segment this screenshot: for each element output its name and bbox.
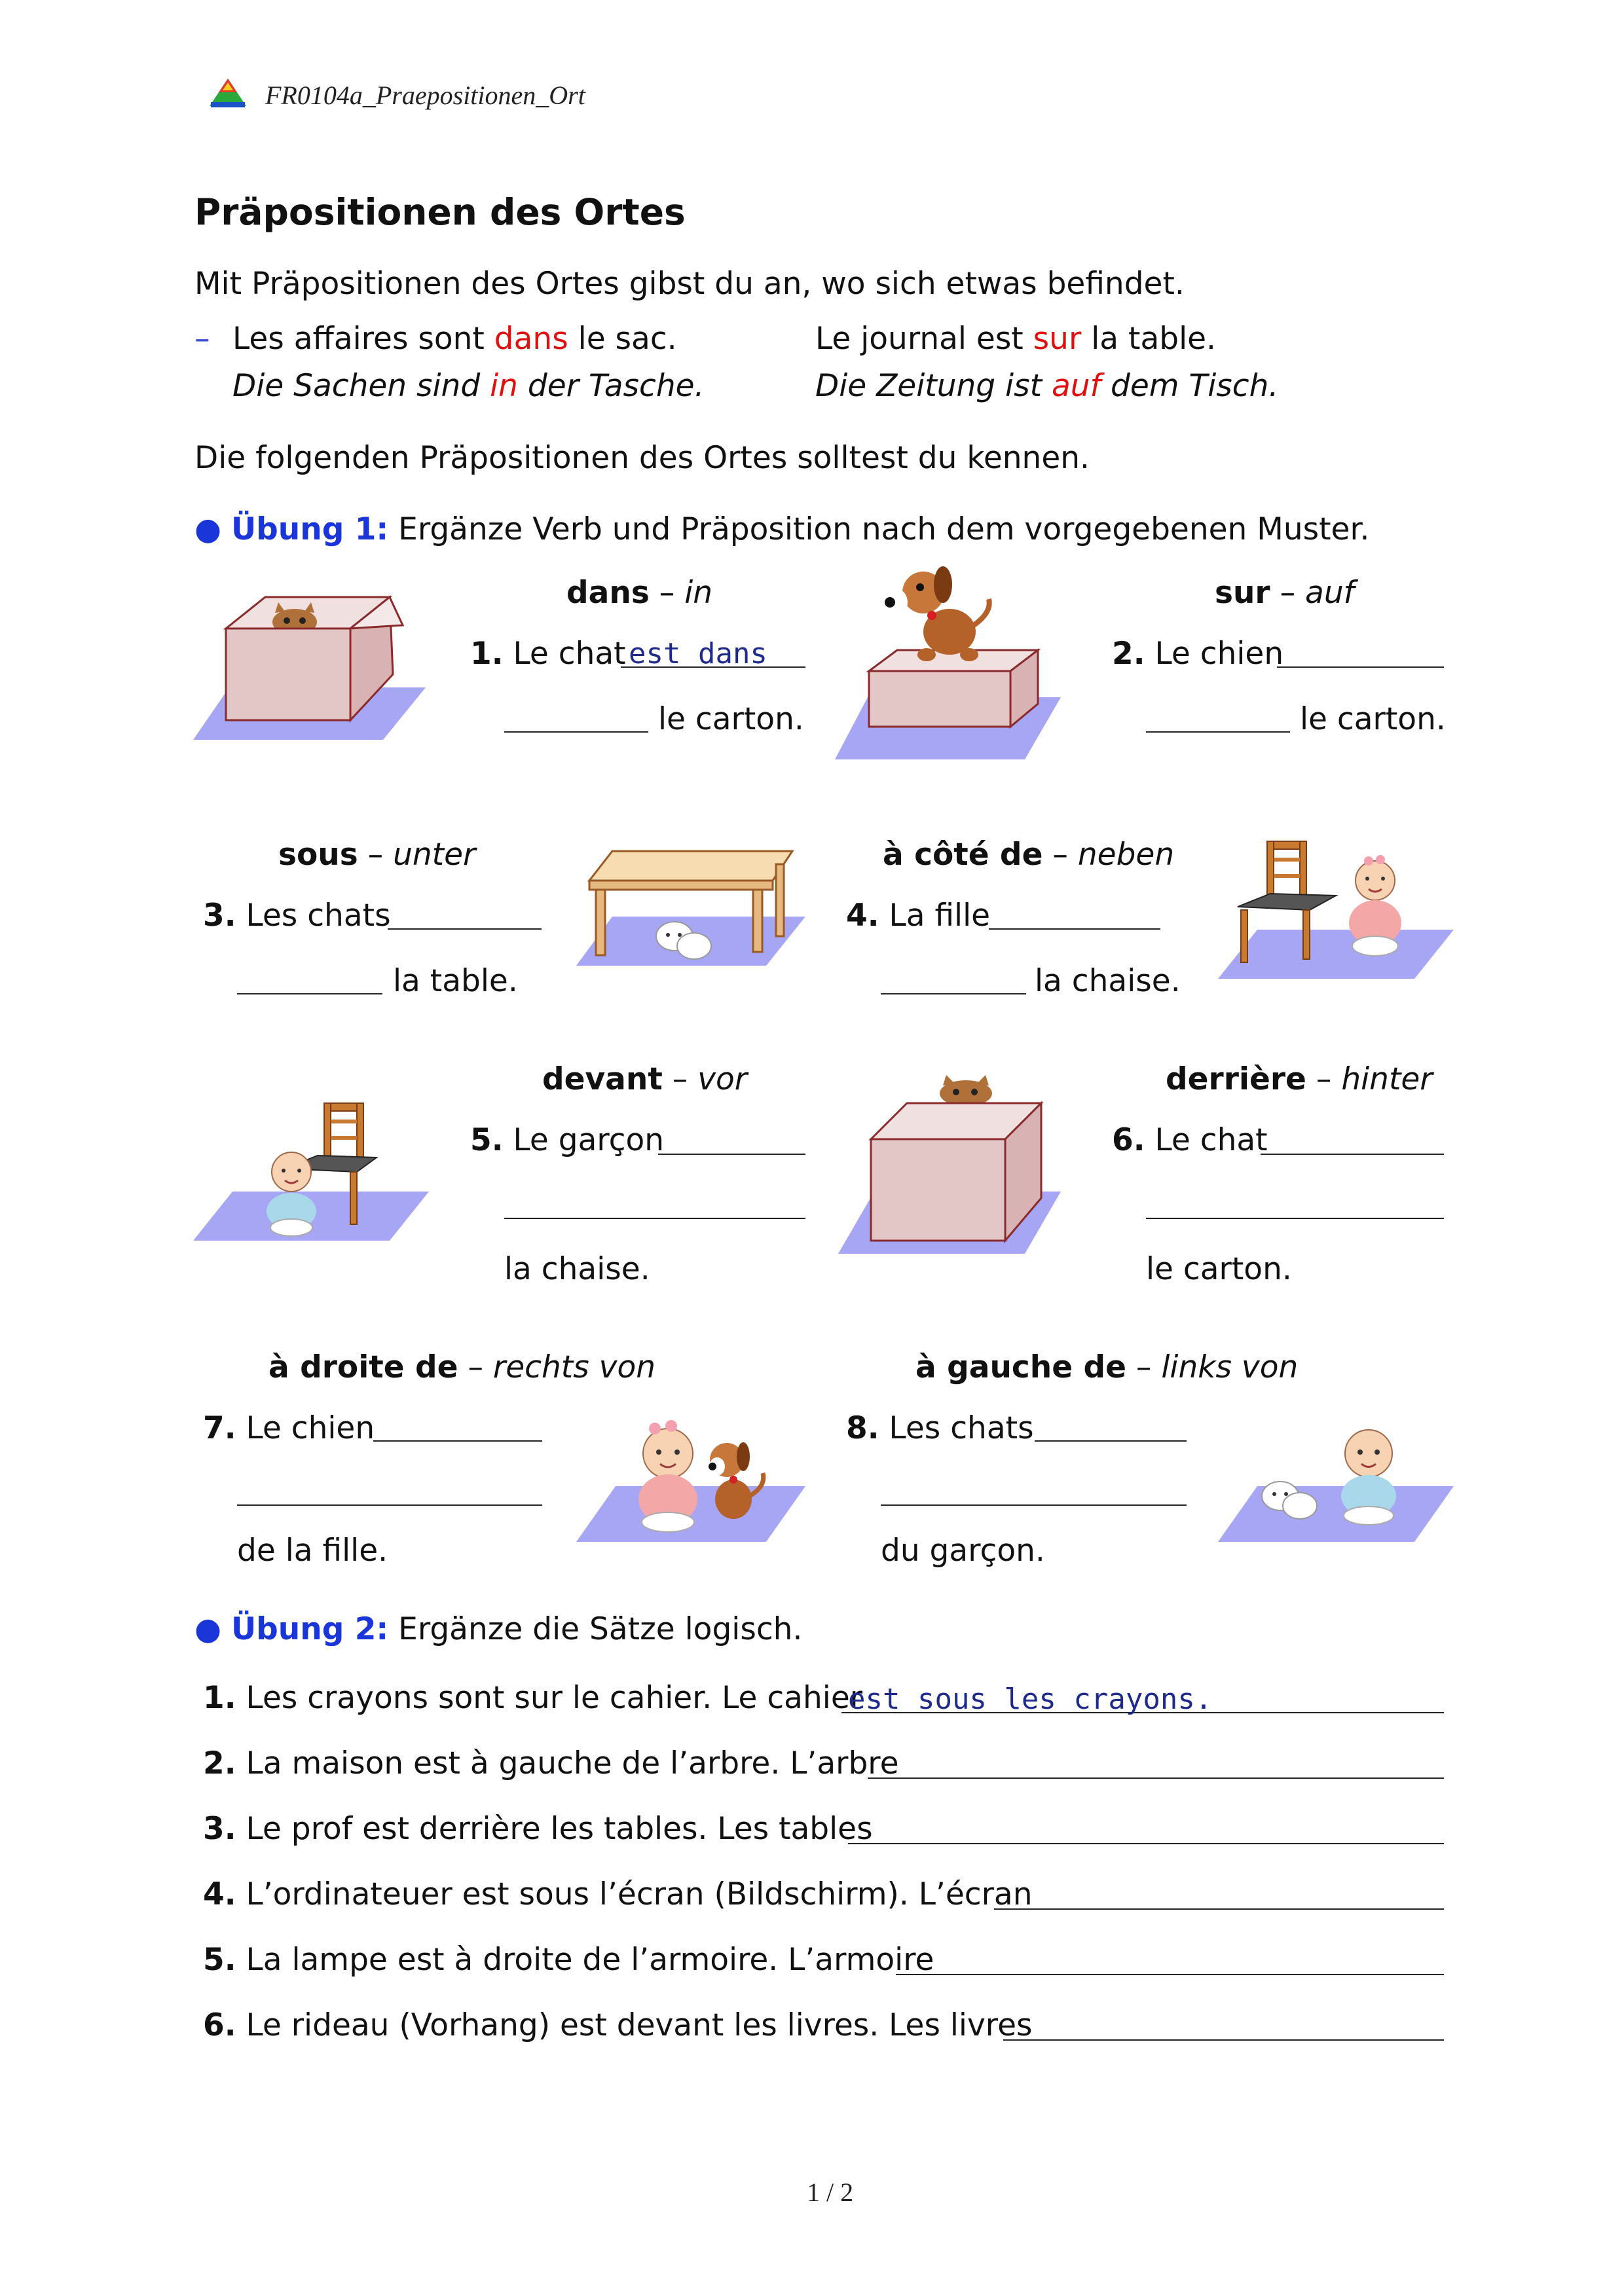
ex2-item1-answer: est sous les crayons.	[848, 1683, 1213, 1716]
item3-answer-line[interactable]	[388, 928, 542, 930]
item8-sentence: 8. Les chats	[846, 1410, 1034, 1446]
example-dash: –	[194, 321, 210, 357]
example2-german: Die Zeitung ist auf dem Tisch.	[815, 368, 1279, 404]
exercise2-label: Übung 2:	[231, 1611, 389, 1647]
item7-sentence: 7. Le chien	[203, 1410, 375, 1446]
highlight-dans: dans	[494, 321, 568, 357]
ex2-item1: 1. Les crayons sont sur le cahier. Le cahier	[203, 1680, 863, 1716]
item1-sentence: 1. Le chat	[470, 636, 626, 672]
example2-french: Le journal est sur la table.	[815, 321, 1216, 357]
item7-ending: de la fille.	[237, 1533, 388, 1569]
page-number: 1 / 2	[807, 2178, 854, 2207]
item4-sentence: 4. La fille	[846, 898, 991, 934]
item1-ending: le carton.	[658, 701, 804, 737]
bullet: ●	[194, 1611, 222, 1647]
document-id: FR0104a_Praepositionen_Ort	[265, 81, 585, 110]
know-text: Die folgenden Präpositionen des Ortes solltest du kennen.	[194, 440, 1090, 476]
item4-blank-line[interactable]	[881, 993, 1026, 994]
page-title: Präpositionen des Ortes	[194, 191, 686, 233]
ex2-item4: 4. L’ordinateuer est sous l’écran (Bildschirm). L’écran	[203, 1876, 1033, 1912]
ex2-item2-answer-line[interactable]	[868, 1777, 1444, 1779]
ex2-item6: 6. Le rideau (Vorhang) est devant les livres. Les livres	[203, 2007, 1033, 2043]
prep-heading-devant: devant – vor	[542, 1061, 748, 1097]
cats-left-of-boy-illustration	[1218, 1421, 1454, 1545]
item4-answer-line[interactable]	[989, 928, 1160, 930]
item3-blank-line[interactable]	[237, 993, 382, 994]
item5-sentence: 5. Le garçon	[470, 1122, 665, 1158]
pyramid-logo-icon	[208, 77, 248, 109]
boy-in-front-of-chair-illustration	[193, 1100, 429, 1247]
item2-sentence: 2. Le chien	[1112, 636, 1284, 672]
item6-sentence: 6. Le chat	[1112, 1122, 1268, 1158]
ex2-item3: 3. Le prof est derrière les tables. Les tables	[203, 1811, 873, 1847]
item5-ending: la chaise.	[504, 1251, 650, 1287]
ex2-item2: 2. La maison est à gauche de l’arbre. L’arbre	[203, 1745, 899, 1781]
highlight-sur: sur	[1033, 321, 1082, 357]
example1-french: Les affaires sont dans le sac.	[232, 321, 677, 357]
exercise2-instruction: Ergänze die Sätze logisch.	[388, 1611, 803, 1647]
item8-answer-line[interactable]	[1035, 1440, 1187, 1442]
prep-heading-derriere: derrière – hinter	[1166, 1061, 1433, 1097]
highlight-auf: auf	[1051, 368, 1101, 404]
exercise2-heading	[194, 1611, 803, 1647]
exercise1-heading	[194, 511, 1370, 547]
exercise1-label: Übung 1:	[231, 511, 389, 547]
exercise1-instruction: Ergänze Verb und Präposition nach dem vorgegebenen Muster.	[388, 511, 1370, 547]
cat-in-box-illustration	[193, 589, 422, 746]
intro-text: Mit Präpositionen des Ortes gibst du an, wo sich etwas befindet.	[194, 266, 1185, 302]
highlight-in: in	[490, 368, 518, 404]
ex2-item3-answer-line[interactable]	[848, 1843, 1444, 1844]
prep-heading-dans: dans – in	[566, 575, 713, 611]
item5-answer-line[interactable]	[658, 1154, 805, 1155]
item8-blank-line[interactable]	[881, 1504, 1187, 1506]
item2-ending: le carton.	[1300, 701, 1446, 737]
prep-heading-a-droite-de: à droite de – rechts von	[268, 1349, 656, 1385]
item3-ending: la table.	[393, 963, 518, 999]
bullet: ●	[194, 511, 222, 547]
item7-answer-line[interactable]	[373, 1440, 542, 1442]
prep-heading-sur: sur – auf	[1215, 575, 1355, 611]
item7-blank-line[interactable]	[237, 1504, 542, 1506]
ex2-item6-answer-line[interactable]	[1003, 2039, 1444, 2041]
dog-right-of-girl-illustration	[576, 1414, 805, 1545]
prep-heading-sous: sous – unter	[278, 837, 476, 873]
dog-on-box-illustration	[835, 566, 1116, 763]
item6-blank-line[interactable]	[1146, 1218, 1444, 1219]
ex2-item5: 5. La lampe est à droite de l’armoire. L’armoire	[203, 1942, 934, 1978]
cats-under-table-illustration	[576, 845, 805, 969]
item2-blank-line[interactable]	[1146, 731, 1290, 733]
item4-ending: la chaise.	[1035, 963, 1181, 999]
item2-answer-line[interactable]	[1277, 666, 1444, 668]
item6-ending: le carton.	[1146, 1251, 1292, 1287]
ex2-item5-answer-line[interactable]	[896, 1974, 1444, 1975]
girl-next-to-chair-illustration	[1218, 838, 1454, 982]
item1-answer: est dans	[629, 637, 767, 670]
example1-german: Die Sachen sind in der Tasche.	[232, 368, 705, 404]
item8-ending: du garçon.	[881, 1533, 1045, 1569]
prep-heading-a-gauche-de: à gauche de – links von	[915, 1349, 1299, 1385]
prep-heading-a-cote-de: à côté de – neben	[883, 837, 1175, 873]
item1-blank-line[interactable]	[504, 731, 648, 733]
item6-answer-line[interactable]	[1261, 1154, 1444, 1155]
ex2-item4-answer-line[interactable]	[994, 1908, 1444, 1910]
item3-sentence: 3. Les chats	[203, 898, 391, 934]
item5-blank-line[interactable]	[504, 1218, 805, 1219]
cat-behind-box-illustration	[838, 1074, 1061, 1257]
